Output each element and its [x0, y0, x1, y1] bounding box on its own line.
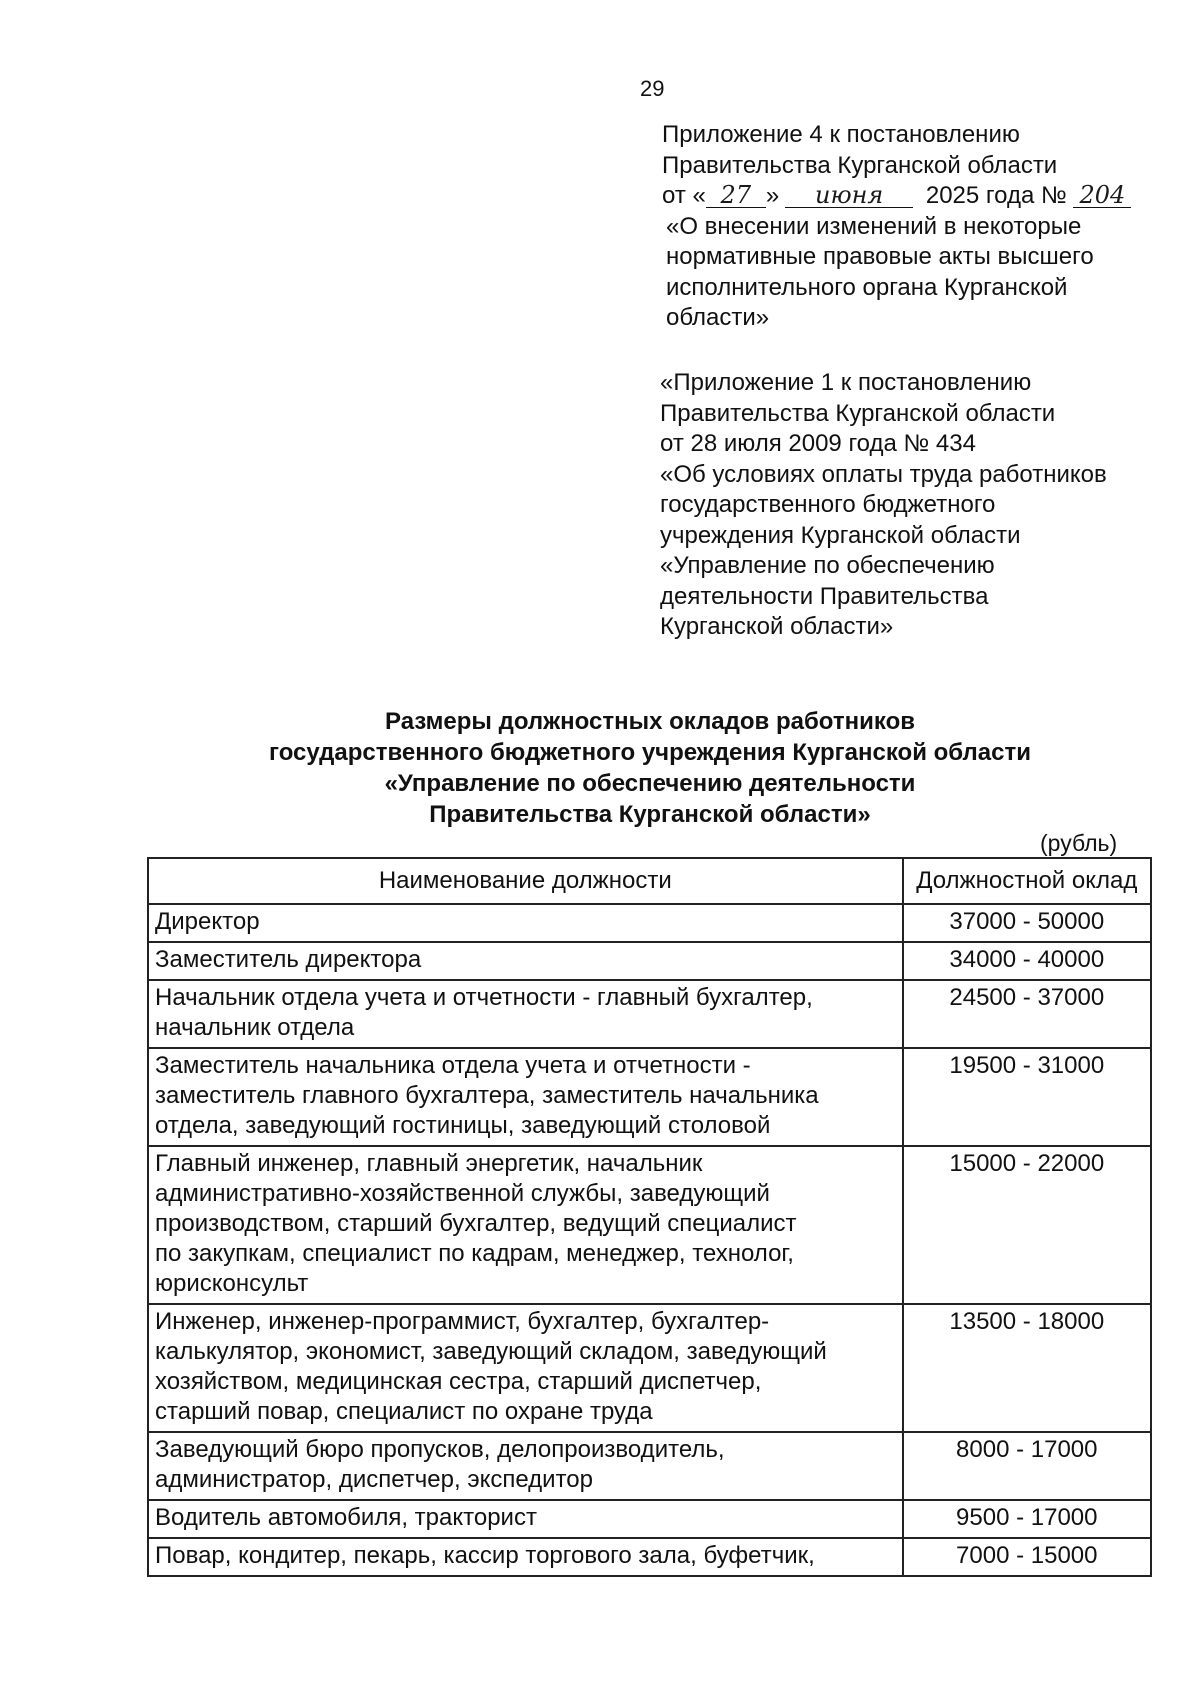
table-row — [148, 1538, 1151, 1576]
table-body — [148, 904, 1151, 1576]
table-row — [148, 1048, 1151, 1146]
table-row — [148, 980, 1151, 1048]
position-name-line: начальник отдела — [155, 1014, 355, 1041]
original-appendix-line: государственного бюджетного — [660, 491, 996, 518]
original-appendix-line: «Управление по обеспечению — [660, 552, 995, 579]
title-line: Размеры должностных окладов работников — [385, 708, 915, 735]
appendix-subject-line: области» — [666, 304, 770, 331]
table-row — [148, 1304, 1151, 1432]
position-name-line: Повар, кондитер, пекарь, кассир торгового зала, буфетчик, — [155, 1542, 815, 1569]
salary-table — [147, 857, 1152, 1577]
page-number: 29 — [640, 76, 665, 101]
original-appendix-line: от 28 июля 2009 года № 434 — [660, 430, 976, 457]
salary-range-cell: 19500 - 31000 — [903, 1048, 1151, 1146]
date-mid: » — [765, 182, 780, 209]
position-name-cell — [148, 1500, 903, 1538]
salary-range-cell: 24500 - 37000 — [903, 980, 1151, 1048]
position-name-cell — [148, 1146, 903, 1304]
position-name-line: калькулятор, экономист, заведующий складом, заведующий — [155, 1338, 827, 1365]
original-appendix-reference — [660, 368, 1190, 643]
position-name-line: Водитель автомобиля, тракторист — [155, 1504, 537, 1531]
header-salary: Должностной оклад — [903, 858, 1151, 904]
unit-label: (рубль) — [1040, 830, 1118, 856]
position-name-line: Заведующий бюро пропусков, делопроизводитель, — [155, 1436, 725, 1463]
position-name-line: администратор, диспетчер, экспедитор — [155, 1466, 593, 1493]
salary-range-cell: 37000 - 50000 — [903, 904, 1151, 942]
date-year: 2025 года № — [925, 182, 1067, 209]
position-name-line: отдела, заведующий гостиницы, заведующий столовой — [155, 1112, 771, 1139]
position-name-line: заместитель главного бухгалтера, заместитель начальника — [155, 1082, 819, 1109]
position-name-line: Начальник отдела учета и отчетности - главный бухгалтер, — [155, 984, 813, 1011]
table-row — [148, 942, 1151, 980]
table-row — [148, 1146, 1151, 1304]
original-appendix-line: учреждения Курганской области — [660, 521, 1021, 549]
appendix-subject-line: исполнительного органа Курганской — [666, 273, 1068, 301]
date-prefix: от « — [662, 182, 706, 209]
position-name-cell — [148, 1538, 903, 1576]
salary-range-cell: 7000 - 15000 — [903, 1538, 1151, 1576]
handwritten-day: 27 — [706, 183, 766, 208]
position-name-line: Главный инженер, главный энергетик, начальник — [155, 1150, 703, 1177]
position-name-line: Директор — [155, 908, 260, 935]
table-row — [148, 904, 1151, 942]
title-line: «Управление по обеспечению деятельности — [384, 770, 916, 797]
position-name-cell — [148, 904, 903, 942]
position-name-line: Заместитель директора — [155, 946, 422, 973]
position-name-line: административно-хозяйственной службы, заведующий — [155, 1180, 770, 1207]
salary-range-cell: 8000 - 17000 — [903, 1432, 1151, 1500]
original-appendix-line: деятельности Правительства — [660, 582, 989, 610]
salary-range-cell: 13500 - 18000 — [903, 1304, 1151, 1432]
appendix-date-line — [662, 181, 1182, 212]
position-name-cell — [148, 1304, 903, 1432]
salary-range-cell: 9500 - 17000 — [903, 1500, 1151, 1538]
position-name-line: по закупкам, специалист по кадрам, менеджер, технолог, — [155, 1240, 794, 1267]
salary-range-cell: 15000 - 22000 — [903, 1146, 1151, 1304]
position-name-cell — [148, 1048, 903, 1146]
table-header-row — [148, 858, 1151, 904]
original-appendix-line: Правительства Курганской области — [660, 399, 1056, 427]
original-appendix-line: Курганской области» — [660, 613, 894, 640]
title-line: Правительства Курганской области» — [429, 801, 871, 828]
position-name-line: хозяйством, медицинская сестра, старший диспетчер, — [155, 1368, 762, 1395]
position-name-cell — [148, 980, 903, 1048]
handwritten-month: июня — [785, 183, 913, 208]
original-appendix-line: «Приложение 1 к постановлению — [660, 369, 1032, 396]
header-position-name: Наименование должности — [148, 858, 903, 904]
position-name-line: юрисконсульт — [155, 1270, 309, 1297]
table-row — [148, 1500, 1151, 1538]
table-row — [148, 1432, 1151, 1500]
appendix-line-1: Приложение 4 к постановлению — [662, 121, 1020, 148]
salary-range-cell: 34000 - 40000 — [903, 942, 1151, 980]
position-name-cell — [148, 1432, 903, 1500]
appendix-subject-line: «О внесении изменений в некоторые — [666, 212, 1082, 240]
handwritten-number: 204 — [1073, 183, 1131, 208]
position-name-cell — [148, 942, 903, 980]
original-appendix-line: «Об условиях оплаты труда работников — [660, 460, 1107, 488]
position-name-line: Инженер, инженер-программист, бухгалтер, бухгалтер- — [155, 1308, 770, 1335]
position-name-line: старший повар, специалист по охране труда — [155, 1398, 653, 1425]
appendix-header — [662, 120, 1182, 334]
document-title — [150, 706, 1150, 830]
position-name-line: Заместитель начальника отдела учета и отчетности - — [155, 1052, 751, 1079]
appendix-line-2: Правительства Курганской области — [662, 151, 1058, 179]
appendix-subject-line: нормативные правовые акты высшего — [666, 243, 1094, 270]
title-line: государственного бюджетного учреждения Курганской области — [269, 739, 1031, 766]
position-name-line: производством, старший бухгалтер, ведущий специалист — [155, 1210, 797, 1237]
